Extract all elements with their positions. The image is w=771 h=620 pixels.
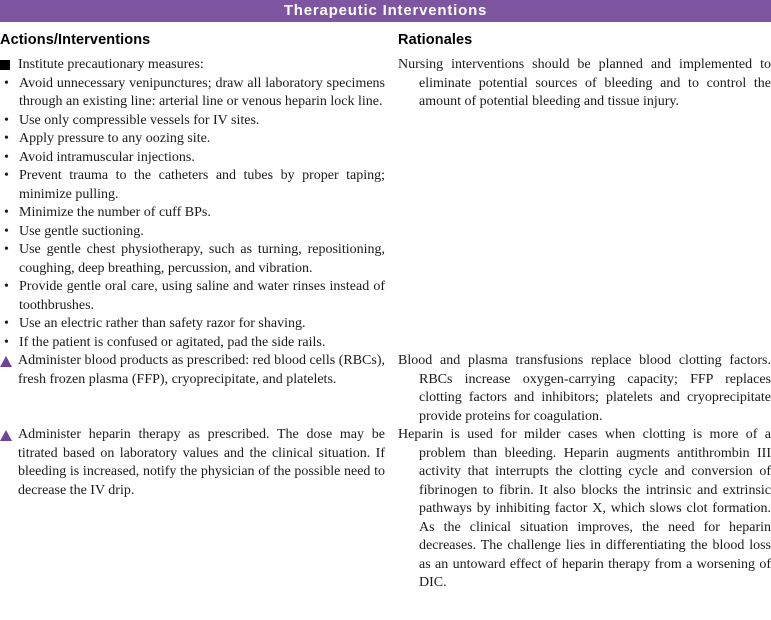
rationale-paragraph: Heparin is used for milder cases when clotting is more of a problem than bleeding. Heparin augments antithrombin III activity that interrupts the clotting cycle and conversion of fibrinogen to fibrin. It also blocks the intrinsic and extrinsic pathways by inhibiting factor X, which slows clot formation. As the clinical situation improves, the need for heparin decreases. The challenge lies in differentiating the blood loss as an untoward effect of heparin therapy from a worsening of DIC. (398, 427, 771, 590)
actions-row-1 (0, 56, 385, 352)
dot-bullet-icon: • (4, 168, 9, 183)
square-bullet-icon (0, 60, 10, 70)
two-column-layout (0, 22, 771, 593)
action-item-text: Administer blood products as prescribed: red blood cells (RBCs), fresh frozen plasma (FFP), cryoprecipitate, and platelets. (18, 353, 385, 387)
action-item-heparin (0, 426, 385, 500)
actions-row-3 (0, 426, 385, 500)
sub-list-item (2, 334, 385, 353)
sub-list-item (2, 75, 385, 112)
precautionary-sub-list (0, 75, 385, 353)
triangle-bullet-icon (0, 430, 12, 441)
actions-column-heading: Actions/Interventions (0, 32, 151, 48)
sub-item-text: Use only compressible vessels for IV sites. (19, 112, 260, 128)
rationale-paragraph: Nursing interventions should be planned and implemented to eliminate potential sources of bleeding and to control the amount of potential bleeding and tissue injury. (398, 57, 771, 109)
dot-bullet-icon: • (4, 242, 9, 257)
sub-item-text: Apply pressure to any oozing site. (19, 131, 211, 146)
dot-bullet-icon: • (4, 75, 9, 91)
action-item-precautionary (0, 56, 385, 75)
section-title: Therapeutic Interventions (283, 2, 488, 19)
rationales-row-1 (398, 56, 771, 112)
sub-list-item (2, 130, 385, 149)
dot-bullet-icon: • (4, 149, 9, 165)
rationales-row-3 (398, 426, 771, 593)
rationales-column-heading: Rationales (398, 32, 473, 48)
actions-row-2 (0, 352, 385, 389)
sub-list-item (2, 315, 385, 334)
section-title-bar (0, 0, 771, 22)
sub-list-item (2, 223, 385, 242)
sub-item-text: Prevent trauma to the catheters and tubes by proper taping; minimize pulling. (19, 168, 385, 202)
dot-bullet-icon: • (4, 334, 9, 350)
dot-bullet-icon: • (4, 205, 9, 220)
triangle-bullet-icon (0, 356, 12, 367)
sub-item-text: Use an electric rather than safety razor for shaving. (19, 316, 306, 331)
dot-bullet-icon: • (4, 316, 9, 331)
sub-item-text: Provide gentle oral care, using saline and water rinses instead of toothbrushes. (19, 279, 385, 313)
sub-list-item (2, 167, 385, 204)
sub-item-text: Avoid intramuscular injections. (19, 149, 195, 165)
sub-item-text: Use gentle suctioning. (19, 223, 144, 239)
sub-list-item (2, 278, 385, 315)
dot-bullet-icon: • (4, 112, 9, 128)
sub-list-item (2, 149, 385, 168)
dot-bullet-icon: • (4, 279, 9, 294)
sub-list-item (2, 241, 385, 278)
sub-item-text: Minimize the number of cuff BPs. (19, 205, 211, 220)
dot-bullet-icon: • (4, 223, 9, 239)
sub-list-item (2, 204, 385, 223)
sub-list-item (2, 112, 385, 131)
action-item-text: Institute precautionary measures: (18, 57, 204, 72)
action-item-blood-products (0, 352, 385, 389)
sub-item-text: If the patient is confused or agitated, pad the side rails. (19, 334, 326, 350)
sub-item-text: Avoid unnecessary venipunctures; draw all laboratory specimens through an existing line: arterial line or venous heparin lock line. (19, 75, 385, 109)
dot-bullet-icon: • (4, 131, 9, 146)
sub-item-text: Use gentle chest physiotherapy, such as turning, repositioning, coughing, deep breathing, percussion, and vibration. (19, 242, 385, 276)
rationale-paragraph: Blood and plasma transfusions replace blood clotting factors. RBCs increase oxygen-carrying capacity; FFP replaces clotting factors and inhibitors; platelets and cryoprecipitate provide proteins for coagulation. (398, 353, 771, 424)
rationales-row-2 (398, 352, 771, 426)
action-item-text: Administer heparin therapy as prescribed. The dose may be titrated based on laboratory values and the clinical situation. If bleeding is increased, notify the physician of the possible need to decrease the IV drip. (18, 427, 385, 498)
